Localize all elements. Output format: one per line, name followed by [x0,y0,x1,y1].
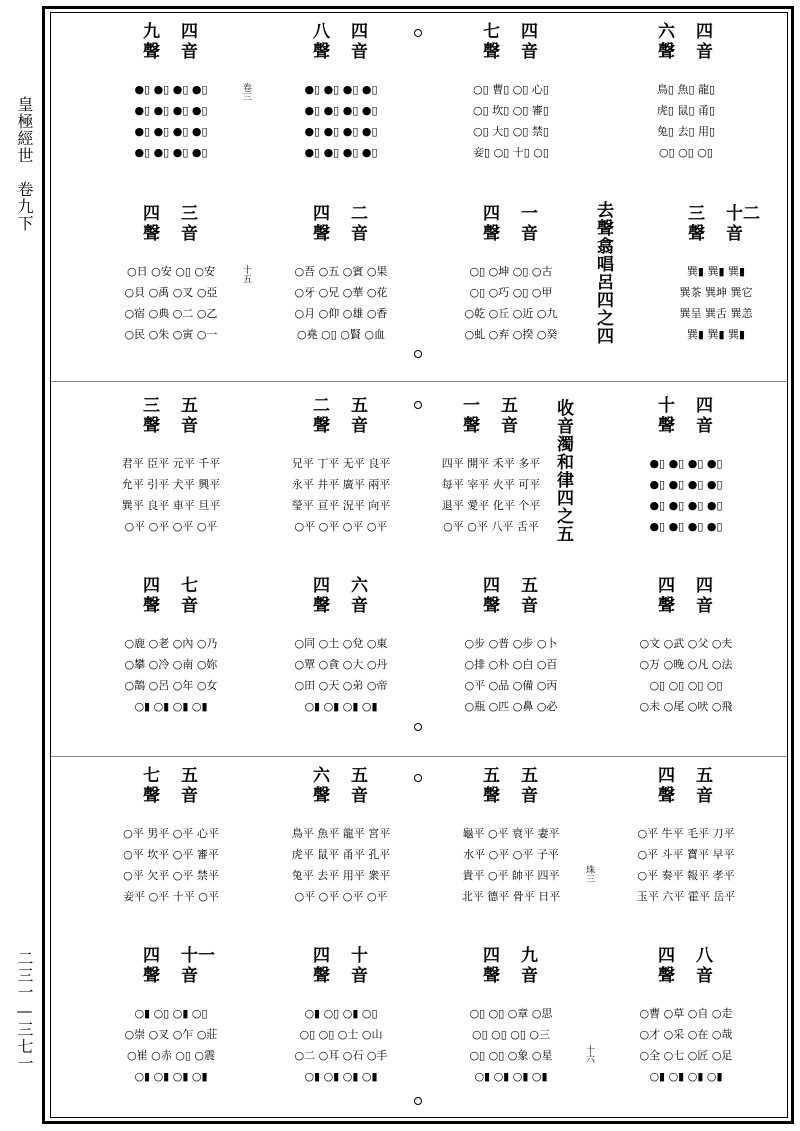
entry-grid [261,633,421,717]
heading-char: 聲 [143,42,160,62]
heading-char: 音 [521,786,538,806]
entry-row: ●▯ ●▯ ●▯ ●▯ [649,520,723,533]
heading-char: 音 [351,966,368,986]
entry-row: ●▯ ●▯ ●▯ ●▯ [304,125,378,138]
entry-row: ○平 ○平 ○平 ○平 [294,890,388,903]
heading-char: 八 [696,946,713,966]
heading-char: 四 [143,946,160,966]
entry-row: ○▮ ○▮ ○▮ ○▮ [134,700,208,713]
heading-char: 十二 [726,204,760,224]
heading-char: 六 [313,766,330,786]
heading-char: 三 [688,204,705,224]
side-note: 十六 [584,1045,594,1063]
heading-char: 音 [181,596,198,616]
entry-row: ○覃 ○貪 ○大 ○丹 [294,658,388,671]
entry-row: ○二 ○耳 ○石 ○手 [294,1049,388,1062]
heading-char: 五 [521,766,538,786]
heading-char: 七 [181,576,198,596]
entry-row: 巽▮ 巽▮ 巽▮ [686,328,746,341]
entry-row: ○全 ○七 ○匠 ○足 [639,1049,733,1062]
entry-grid [431,823,591,907]
entry-row: 妾平 ○平 十平 ○平 [123,890,219,903]
entry-row: ○▮ ○▮ ○▮ ○▮ [304,700,378,713]
rhyme-table-block [261,575,421,745]
entry-row: ●▯ ●▯ ●▯ ●▯ [649,499,723,512]
heading-char: 聲 [658,596,675,616]
block-heading [431,575,591,621]
heading-char: 五 [696,766,713,786]
block-heading [261,765,421,811]
heading-char: 七 [483,22,500,42]
heading-char: 聲 [313,596,330,616]
heading-char: 音 [696,42,713,62]
entry-grid [606,453,766,537]
rhyme-table-block [411,395,571,565]
entry-row: 虎▯ 鼠▯ 甬▯ [656,104,716,117]
entry-row: ○日 ○安 ○▯ ○安 [127,265,215,278]
side-note: 珠三 [584,865,594,883]
entry-grid [91,79,251,163]
block-heading [91,765,251,811]
heading-char: 三 [181,204,198,224]
rhyme-table-block [606,21,766,191]
entry-row: ●▯ ●▯ ●▯ ●▯ [649,478,723,491]
entry-row: ●▯ ●▯ ●▯ ●▯ [134,125,208,138]
entry-row: ○才 ○采 ○在 ○哉 [639,1028,733,1041]
entry-row: ○崔 ○赤 ○▯ ○震 [127,1049,215,1062]
rhyme-table-block [261,21,421,191]
entry-row: ●▯ ●▯ ●▯ ●▯ [134,83,208,96]
entry-grid [91,633,251,717]
entry-row: 水平 ○平 ○平 子平 [463,848,559,861]
entry-grid [431,261,591,345]
heading-char: 聲 [143,596,160,616]
page-frame [50,12,788,1118]
heading-char: 四 [181,22,198,42]
entry-row: 巽平 良平 車平 旦平 [121,499,221,512]
block-heading [431,765,591,811]
entry-grid [91,453,251,537]
heading-char: 四 [696,576,713,596]
heading-char: 音 [726,224,743,244]
heading-char: 音 [181,416,198,436]
block-heading [606,21,766,67]
heading-char: 五 [521,576,538,596]
entry-row: 四平 開平 禾平 多平 [441,457,541,470]
heading-char: 一 [521,204,538,224]
entry-grid [431,633,591,717]
heading-char: 聲 [463,416,480,436]
block-heading [261,945,421,991]
entry-row: 兄平 丁平 无平 良平 [291,457,391,470]
entry-row: ○▯ ○▯ ○▯ [659,146,713,159]
section-divider [51,381,787,382]
entry-row: ○乾 ○丘 ○近 ○九 [464,307,558,320]
side-note: 卷三 [241,83,251,101]
block-heading [606,945,766,991]
block-heading [91,575,251,621]
rhyme-table-block [91,765,251,935]
heading-char: 聲 [313,416,330,436]
entry-row: ○▯ 坎▯ ○▯ 審▯ [473,104,549,117]
entry-grid [261,261,421,345]
heading-char: 六 [351,576,368,596]
block-heading [91,203,251,249]
rhyme-table-block [431,765,591,935]
heading-char: 聲 [483,224,500,244]
rhyme-table-block [91,21,251,191]
heading-char: 音 [181,224,198,244]
entry-grid [606,79,766,163]
rhyme-table-block [91,203,251,373]
rhyme-table-block [91,395,251,565]
heading-char: 二 [351,204,368,224]
entry-row: ○曹 ○草 ○自 ○走 [639,1007,733,1020]
heading-char: 四 [658,946,675,966]
entry-grid [411,453,571,537]
entry-row: ○同 ○土 ○兌 ○東 [294,637,388,650]
entry-row: ●▯ ●▯ ●▯ ●▯ [304,146,378,159]
heading-char: 四 [696,22,713,42]
heading-char: 音 [181,42,198,62]
rhyme-table-block [261,765,421,935]
heading-char: 十 [658,396,675,416]
entry-row: ○▮ ○▮ ○▮ ○▮ [134,1070,208,1083]
entry-row: ○▮ ○▮ ○▮ ○▮ [304,1070,378,1083]
heading-char: 音 [696,786,713,806]
heading-char: 音 [351,416,368,436]
heading-char: 三 [143,396,160,416]
heading-char: 四 [658,766,675,786]
entry-row: ○万 ○晚 ○凡 ○法 [639,658,733,671]
entry-row: ○平 牛平 毛平 刀平 [637,827,735,840]
entry-row: ●▯ ●▯ ●▯ ●▯ [134,146,208,159]
block-heading [91,945,251,991]
heading-char: 五 [483,766,500,786]
rhyme-table-block [431,21,591,191]
heading-char: 五 [501,396,518,416]
entry-row: 君平 臣平 元平 千平 [121,457,221,470]
entry-row: 妾▯ ○▯ 十▯ ○▯ [473,146,549,159]
rhyme-table-block [606,395,766,565]
entry-row: 龜平 ○平 衰平 妻平 [462,827,560,840]
rhyme-table-block [636,203,796,373]
heading-char: 聲 [658,42,675,62]
entry-row: 永平 井平 廣平 兩平 [291,478,391,491]
heading-char: 音 [351,786,368,806]
entry-row: ○▯ ○▯ ○▯ ○三 [471,1028,551,1041]
entry-row: ●▯ ●▯ ●▯ ●▯ [304,83,378,96]
block-heading [636,203,796,249]
entry-row: ○瓶 ○匹 ○鼻 ○必 [464,700,558,713]
block-heading [261,21,421,67]
entry-row: ○▯ 曹▯ ○▯ 心▯ [473,83,549,96]
entry-grid [261,823,421,907]
entry-grid [91,823,251,907]
heading-char: 音 [521,596,538,616]
heading-char: 五 [181,396,198,416]
heading-char: 四 [696,396,713,416]
entry-row: ○民 ○朱 ○寅 ○一 [124,328,218,341]
block-heading [91,21,251,67]
heading-char: 十 [351,946,368,966]
entry-row: ○平 ○平 八平 舌平 [443,520,539,533]
entry-row: ○未 ○尾 ○吠 ○飛 [639,700,733,713]
entry-row: 鳥平 魚平 龍平 宮平 [291,827,391,840]
heading-char: 四 [658,576,675,596]
entry-row: ○▯ ○坤 ○▯ ○古 [469,265,553,278]
entry-row: 允平 引平 犬平 興平 [121,478,221,491]
heading-char: 四 [313,946,330,966]
heading-char: 音 [181,786,198,806]
heading-char: 音 [351,224,368,244]
heading-char: 五 [351,766,368,786]
rhyme-table-block [91,945,251,1115]
margin-page-number: 二三一—三七一 [15,950,34,1072]
heading-char: 四 [351,22,368,42]
entry-row: 巽茶 巽坤 巽它 [679,286,753,299]
entry-row: ○▯ ○▯ ○▯ ○▯ [649,679,723,692]
rhyme-table-block [584,765,766,935]
entry-grid [91,1003,251,1087]
entry-row: ○吾 ○五 ○賓 ○果 [294,265,388,278]
entry-row: ○平 ○品 ○備 ○丙 [464,679,558,692]
heading-char: 二 [313,396,330,416]
entry-row: ○平 奏平 報平 孝平 [637,869,735,882]
entry-row: ○崇 ○叉 ○乍 ○莊 [124,1028,218,1041]
entry-row: ○排 ○朴 ○白 ○百 [464,658,558,671]
entry-row: 虎平 鼠平 甬平 孔平 [291,848,391,861]
entry-row: ○▮ ○▮ ○▮ ○▮ [474,1070,548,1083]
heading-char: 聲 [143,224,160,244]
heading-char: 音 [501,416,518,436]
entry-row: ●▯ ●▯ ●▯ ●▯ [649,457,723,470]
entry-row: ○▯ ○▯ ○章 ○思 [469,1007,553,1020]
block-heading [431,203,591,249]
heading-char: 聲 [143,416,160,436]
block-heading [431,945,591,991]
rhyme-table-block [431,575,591,745]
entry-row: ○平 坎平 ○平 審平 [123,848,219,861]
heading-char: 音 [351,596,368,616]
heading-char: 聲 [483,786,500,806]
entry-row: 玉平 六平 霍平 岳平 [636,890,736,903]
rhyme-table-block [261,395,421,565]
entry-row: ○牙 ○兄 ○華 ○花 [294,286,388,299]
heading-char: 音 [351,42,368,62]
entry-row: ○堯 ○▯ ○賢 ○血 [297,328,385,341]
entry-row: ●▯ ●▯ ●▯ ●▯ [134,104,208,117]
heading-char: 聲 [658,966,675,986]
block-heading [261,203,421,249]
block-heading [91,395,251,441]
entry-grid [261,1003,421,1087]
heading-char: 聲 [658,416,675,436]
rhyme-table-block [584,945,766,1115]
heading-char: 八 [313,22,330,42]
rhyme-table-block [606,575,766,745]
heading-char: 七 [143,766,160,786]
entry-row: ○平 斗平 寶平 早平 [637,848,735,861]
heading-char: 聲 [143,786,160,806]
heading-char: 五 [351,396,368,416]
rhyme-table-block [261,945,421,1115]
entry-row: ○▯ ○巧 ○▯ ○甲 [469,286,553,299]
entry-row: 瑩平 亘平 況平 向平 [291,499,391,512]
entry-row: ○虬 ○弃 ○揆 ○癸 [464,328,558,341]
heading-char: 九 [143,22,160,42]
heading-char: 音 [696,416,713,436]
entry-row: ○▯ ○▯ ○象 ○星 [469,1049,553,1062]
entry-row: 兔▯ 去▯ 用▯ [656,125,716,138]
rhyme-table-block [431,203,591,373]
entry-grid [261,79,421,163]
entry-grid [606,1003,766,1087]
heading-char: 音 [521,224,538,244]
entry-row: ○平 欠平 ○平 禁平 [123,869,219,882]
entry-row: ○田 ○天 ○弟 ○帝 [294,679,388,692]
entry-row: ○步 ○普 ○步 ○卜 [464,637,558,650]
entry-row: ○平 男平 ○平 心平 [123,827,219,840]
entry-grid [431,1003,591,1087]
block-heading [411,395,571,441]
entry-grid [91,261,251,345]
side-note: 十五 [241,265,251,283]
heading-char: 一 [463,396,480,416]
heading-char: 四 [143,576,160,596]
entry-grid [431,79,591,163]
heading-char: 聲 [313,966,330,986]
heading-char: 音 [696,596,713,616]
heading-char: 音 [696,966,713,986]
heading-char: 聲 [313,42,330,62]
heading-char: 四 [143,204,160,224]
entry-row: ●▯ ●▯ ●▯ ●▯ [304,104,378,117]
heading-char: 音 [521,42,538,62]
block-heading [606,395,766,441]
entry-row: ○▮ ○▯ ○▮ ○▯ [304,1007,378,1020]
heading-char: 四 [313,204,330,224]
heading-char: 音 [181,966,198,986]
rhyme-table-block [261,203,421,373]
entry-row: 退平 愛平 化平 个平 [441,499,541,512]
entry-row: ○平 ○平 ○平 ○平 [124,520,218,533]
heading-char: 聲 [483,966,500,986]
heading-char: 四 [521,22,538,42]
entry-row: ○月 ○仰 ○雄 ○香 [294,307,388,320]
column-heading: 去聲翕唱呂四之四 [593,201,613,345]
section-divider [51,756,787,757]
entry-row: ○平 ○平 ○平 ○平 [294,520,388,533]
entry-grid [636,261,796,345]
margin-title: 皇極經世 卷九下 [15,96,34,232]
heading-char: 音 [521,966,538,986]
heading-char: 聲 [313,224,330,244]
entry-row: ○鹿 ○老 ○內 ○乃 [124,637,218,650]
heading-char: 聲 [658,786,675,806]
heading-char: 聲 [143,966,160,986]
heading-char: 九 [521,946,538,966]
entry-row: ○貝 ○禹 ○叉 ○亞 [124,286,218,299]
entry-grid [606,823,766,907]
heading-char: 五 [181,766,198,786]
column-heading: 收音濁和律四之五 [553,399,573,543]
entry-grid [261,453,421,537]
entry-row: 鳥▯ 魚▯ 龍▯ [656,83,716,96]
heading-char: 聲 [483,42,500,62]
block-heading [261,395,421,441]
entry-row: ○文 ○武 ○父 ○夫 [639,637,733,650]
entry-row: ○▮ ○▮ ○▮ ○▮ [649,1070,723,1083]
entry-grid [606,633,766,717]
entry-row: 北平 德平 骨平 日平 [461,890,561,903]
block-heading [606,575,766,621]
heading-char: 四 [483,204,500,224]
heading-char: 十一 [181,946,215,966]
heading-char: 聲 [483,596,500,616]
entry-row: ○▯ 大▯ ○▯ 禁▯ [473,125,549,138]
rhyme-table-block [431,945,591,1115]
rhyme-table-block [91,575,251,745]
entry-row: 巽呈 巽舌 巽恙 [679,307,753,320]
heading-char: 聲 [688,224,705,244]
entry-row: ○攀 ○冷 ○南 ○妳 [124,658,218,671]
entry-row: 巽▮ 巽▮ 巽▮ [686,265,746,278]
block-heading [261,575,421,621]
heading-char: 聲 [313,786,330,806]
entry-row: ○▮ ○▯ ○▮ ○▯ [134,1007,208,1020]
heading-char: 四 [483,946,500,966]
block-heading [431,21,591,67]
block-heading [606,765,766,811]
entry-row: ○宿 ○典 ○二 ○乙 [124,307,218,320]
heading-char: 六 [658,22,675,42]
entry-row: 貴平 ○平 帥平 四平 [462,869,560,882]
entry-row: ○鵲 ○呂 ○年 ○女 [124,679,218,692]
entry-row: ○▯ ○▯ ○士 ○山 [299,1028,383,1041]
entry-row: 每平 宰平 火平 可平 [441,478,541,491]
entry-row: 兔平 去平 用平 衆平 [291,869,391,882]
heading-char: 四 [483,576,500,596]
heading-char: 四 [313,576,330,596]
